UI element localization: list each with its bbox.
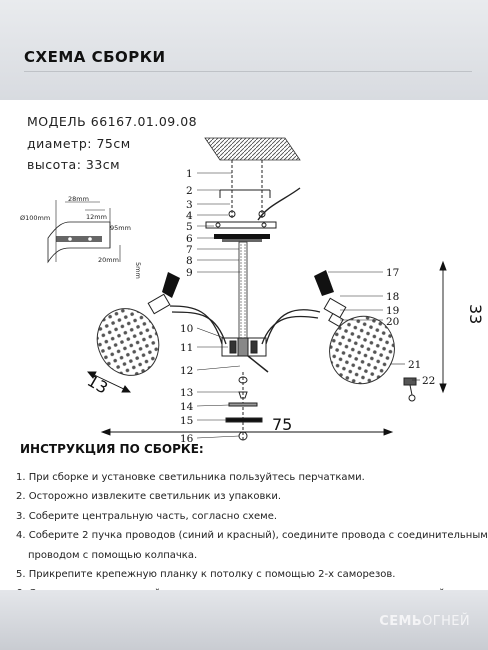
- bulb-screw: [404, 378, 416, 401]
- callout-19: 19: [386, 305, 400, 317]
- instruction-step-continuation: проводом с помощью колпачка.: [28, 549, 198, 561]
- callout-2: 2: [186, 185, 193, 197]
- instruction-step: 1. При сборке и установке светильника пользуйтесь перчатками.: [16, 472, 365, 483]
- instructions-title: ИНСТРУКЦИЯ ПО СБОРКЕ:: [20, 442, 204, 456]
- callout-1: 1: [186, 168, 193, 180]
- callout-5: 5: [186, 221, 193, 233]
- page-title: СХЕМА СБОРКИ: [24, 48, 166, 66]
- callout-13: 13: [180, 387, 194, 399]
- callout-leaders-left: [197, 173, 240, 438]
- callout-3: 3: [186, 199, 193, 211]
- callout-numbers: [180, 168, 435, 445]
- canopy-plate: [214, 234, 270, 242]
- bracket-label-20: 20mm: [98, 256, 119, 264]
- diameter-spec: диаметр: 75см: [27, 136, 131, 151]
- center-rod: [239, 242, 247, 342]
- ceiling-plate: [205, 138, 300, 160]
- dimension-width: 75: [272, 415, 293, 434]
- brand-logo: [379, 614, 470, 629]
- instructions-list: [16, 468, 488, 604]
- callout-14: 14: [180, 401, 194, 413]
- height-spec: высота: 33см: [27, 157, 121, 172]
- callout-22: 22: [422, 375, 436, 387]
- brand-bold: СЕМЬ: [379, 614, 423, 629]
- callout-16: 16: [180, 433, 194, 445]
- bracket-label-5: 5mm: [134, 262, 142, 279]
- instruction-step: 2. Осторожно извлеките светильник из упаковки.: [16, 491, 282, 503]
- instruction-step: 4. Соберите 2 пучка проводов (синий и красный), соедините провода с соединительным: [16, 530, 488, 542]
- callout-15: 15: [180, 415, 194, 427]
- dimension-height: 33: [466, 304, 485, 325]
- instruction-step: 3. Соберите центральную часть, согласно схеме.: [16, 510, 278, 522]
- assembly-diagram: [0, 130, 488, 450]
- instruction-step: 5. Прикрепите крепежную планку к потолку с помощью 2-х саморезов.: [16, 569, 396, 581]
- bracket-label-95: 95mm: [110, 224, 131, 232]
- callout-9: 9: [186, 267, 193, 279]
- header-divider: [24, 71, 472, 72]
- dimension-shade: 13: [84, 371, 112, 398]
- callout-4: 4: [186, 210, 193, 222]
- right-lamp: [314, 270, 416, 401]
- bracket-label-28: 28mm: [68, 195, 89, 203]
- brand-light: ОГНЕЙ: [422, 614, 470, 629]
- bracket-label-12: 12mm: [86, 213, 107, 221]
- bracket-label-diameter: Ø100mm: [20, 214, 51, 222]
- callout-20: 20: [386, 316, 400, 328]
- callout-8: 8: [186, 255, 193, 267]
- mounting-hardware: [206, 160, 300, 228]
- bracket-detail: [20, 195, 142, 279]
- callout-7: 7: [186, 244, 193, 256]
- bottom-parts: [226, 372, 262, 440]
- callout-6: 6: [186, 233, 193, 245]
- callout-17: 17: [386, 267, 400, 279]
- left-lamp: [86, 272, 180, 385]
- callout-18: 18: [386, 291, 400, 303]
- callout-10: 10: [180, 323, 194, 335]
- callout-11: 11: [180, 342, 194, 354]
- callout-12: 12: [180, 365, 194, 377]
- model-number: МОДЕЛЬ 66167.01.09.08: [27, 114, 198, 129]
- callout-21: 21: [408, 359, 422, 371]
